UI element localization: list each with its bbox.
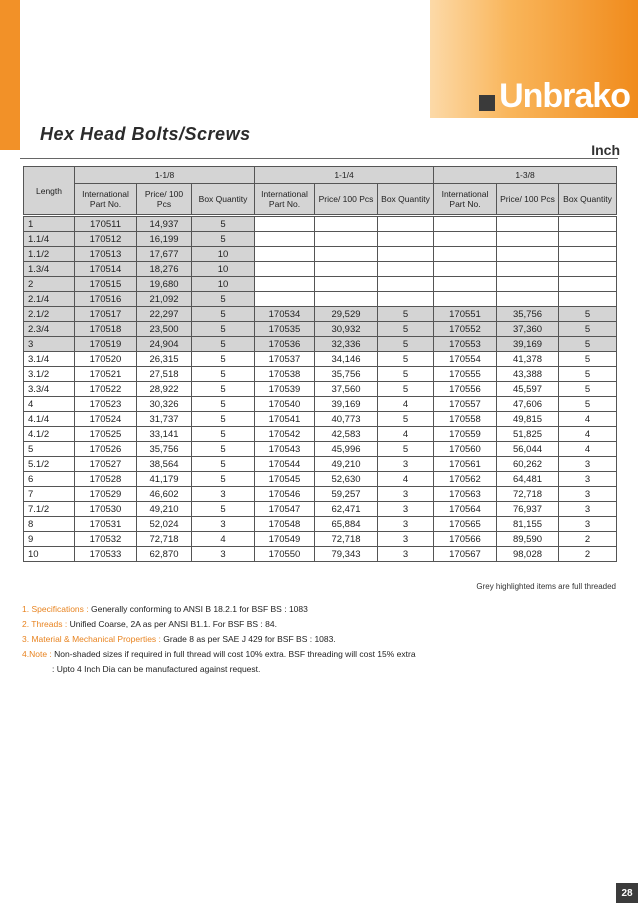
table-cell: 81,155 [496, 516, 559, 532]
table-cell: 5 [191, 366, 255, 382]
table-cell: 170557 [433, 396, 497, 412]
table-cell: 62,870 [136, 546, 192, 562]
table-cell: 98,028 [496, 546, 559, 562]
table-cell: 5 [191, 456, 255, 472]
table-cell: 170549 [254, 531, 315, 547]
table-cell: 72,718 [136, 531, 192, 547]
table-cell: 170555 [433, 366, 497, 382]
table-cell: 5 [558, 351, 617, 367]
page-title: Hex Head Bolts/Screws [40, 124, 251, 144]
length-cell: 7 [23, 486, 75, 502]
length-cell: 1.1/2 [23, 246, 75, 262]
table-cell: 28,922 [136, 381, 192, 397]
table-cell [496, 231, 559, 247]
table-cell: 170543 [254, 441, 315, 457]
table-cell: 5 [191, 381, 255, 397]
table-cell [254, 276, 315, 292]
table-cell: 21,092 [136, 291, 192, 307]
table-cell: 72,718 [496, 486, 559, 502]
table-cell: 170548 [254, 516, 315, 532]
table-cell: 10 [191, 261, 255, 277]
table-cell: 47,606 [496, 396, 559, 412]
note-text: : Upto 4 Inch Dia can be manufactured against request. [52, 664, 261, 674]
table-cell: 170559 [433, 426, 497, 442]
table-cell [558, 276, 617, 292]
note-line [22, 647, 416, 662]
length-cell: 6 [23, 471, 75, 487]
table-cell: 3 [558, 486, 617, 502]
table-cell: 17,677 [136, 246, 192, 262]
table-cell [377, 276, 434, 292]
table-cell: 39,169 [314, 396, 378, 412]
table-cell: 170558 [433, 411, 497, 427]
table-cell [254, 291, 315, 307]
length-cell: 4.1/4 [23, 411, 75, 427]
table-cell: 24,904 [136, 336, 192, 352]
table-cell: 2 [558, 546, 617, 562]
table-cell: 170531 [74, 516, 137, 532]
table-cell: 3 [377, 531, 434, 547]
table-cell: 3 [558, 501, 617, 517]
table-cell: 170561 [433, 456, 497, 472]
table-cell [254, 246, 315, 262]
table-cell: 14,937 [136, 216, 192, 232]
table-cell: 45,996 [314, 441, 378, 457]
table-cell: 4 [558, 441, 617, 457]
length-cell: 9 [23, 531, 75, 547]
table-cell: 5 [558, 306, 617, 322]
table-cell: 5 [191, 351, 255, 367]
table-cell: 170529 [74, 486, 137, 502]
length-cell: 3.1/4 [23, 351, 75, 367]
table-cell: 170552 [433, 321, 497, 337]
note-line [22, 662, 416, 677]
table-cell: 170534 [254, 306, 315, 322]
table-cell [377, 261, 434, 277]
column-header: Price/ 100 Pcs [136, 183, 192, 215]
header-white-area [0, 0, 430, 118]
table-cell: 4 [377, 471, 434, 487]
table-cell: 5 [191, 306, 255, 322]
title-rule [20, 158, 618, 159]
table-cell [496, 276, 559, 292]
table-cell [496, 216, 559, 232]
table-cell: 170520 [74, 351, 137, 367]
note-text: Grade 8 as per SAE J 429 for BSF BS : 1083. [160, 634, 336, 644]
table-cell: 3 [377, 456, 434, 472]
length-cell: 8 [23, 516, 75, 532]
unit-label: Inch [591, 142, 620, 158]
table-cell [254, 261, 315, 277]
table-cell [377, 246, 434, 262]
page-number: 28 [616, 883, 638, 903]
column-header: International Part No. [433, 183, 497, 215]
table-cell [377, 231, 434, 247]
table-cell: 170539 [254, 381, 315, 397]
accent-bar [0, 0, 20, 118]
table-cell: 170512 [74, 231, 137, 247]
note-text: Generally conforming to ANSI B 18.2.1 for BSF BS : 1083 [88, 604, 308, 614]
length-cell: 1 [23, 216, 75, 232]
table-cell [314, 261, 378, 277]
table-cell: 62,471 [314, 501, 378, 517]
table-cell: 170522 [74, 381, 137, 397]
table-cell [433, 261, 497, 277]
table-cell: 89,590 [496, 531, 559, 547]
length-cell: 5.1/2 [23, 456, 75, 472]
table-cell: 170525 [74, 426, 137, 442]
note-label: 1. Specifications : [22, 604, 89, 614]
table-cell: 5 [191, 426, 255, 442]
table-cell: 170516 [74, 291, 137, 307]
table-cell: 5 [377, 336, 434, 352]
table-cell: 170513 [74, 246, 137, 262]
table-cell: 30,932 [314, 321, 378, 337]
length-cell: 10 [23, 546, 75, 562]
group-header: 1-1/8 [74, 166, 255, 184]
logo-square-icon [479, 95, 495, 111]
table-cell: 3 [558, 456, 617, 472]
table-cell: 170517 [74, 306, 137, 322]
table-cell: 5 [191, 216, 255, 232]
table-cell: 31,737 [136, 411, 192, 427]
note-text: Unified Coarse, 2A as per ANSI B1.1. For BSF BS : 84. [67, 619, 277, 629]
table-cell: 37,360 [496, 321, 559, 337]
table-cell: 5 [191, 321, 255, 337]
table-cell: 5 [191, 231, 255, 247]
table-cell: 5 [377, 306, 434, 322]
table-cell: 5 [377, 381, 434, 397]
length-cell: 3.3/4 [23, 381, 75, 397]
table-cell: 170514 [74, 261, 137, 277]
table-cell [254, 216, 315, 232]
table-cell: 4 [191, 531, 255, 547]
length-cell: 3.1/2 [23, 366, 75, 382]
table-cell: 59,257 [314, 486, 378, 502]
table-cell [433, 276, 497, 292]
table-cell: 170541 [254, 411, 315, 427]
table-cell: 170521 [74, 366, 137, 382]
table-cell: 5 [377, 351, 434, 367]
table-cell: 170553 [433, 336, 497, 352]
table-cell: 35,756 [136, 441, 192, 457]
table-cell: 170566 [433, 531, 497, 547]
table-cell: 170565 [433, 516, 497, 532]
length-cell: 2.3/4 [23, 321, 75, 337]
table-cell [496, 291, 559, 307]
group-header: 1-1/4 [254, 166, 434, 184]
table-cell: 2 [558, 531, 617, 547]
table-cell: 3 [558, 471, 617, 487]
table-cell: 79,343 [314, 546, 378, 562]
table-cell: 3 [377, 486, 434, 502]
length-cell: 4 [23, 396, 75, 412]
table-cell: 170519 [74, 336, 137, 352]
column-header: International Part No. [254, 183, 315, 215]
table-cell: 170523 [74, 396, 137, 412]
table-cell: 56,044 [496, 441, 559, 457]
brand-name: Unbrako [499, 77, 630, 115]
table-cell: 5 [558, 366, 617, 382]
table-cell: 39,169 [496, 336, 559, 352]
table-cell: 170540 [254, 396, 315, 412]
length-cell: 1.3/4 [23, 261, 75, 277]
table-cell: 35,756 [314, 366, 378, 382]
table-cell: 170538 [254, 366, 315, 382]
table-cell: 65,884 [314, 516, 378, 532]
table-cell: 4 [558, 411, 617, 427]
table-cell: 170537 [254, 351, 315, 367]
table-cell: 45,597 [496, 381, 559, 397]
table-cell: 41,378 [496, 351, 559, 367]
length-cell: 2 [23, 276, 75, 292]
length-cell: 1.1/4 [23, 231, 75, 247]
table-cell [558, 261, 617, 277]
table-cell: 23,500 [136, 321, 192, 337]
group-header: 1-3/8 [433, 166, 617, 184]
table-cell: 27,518 [136, 366, 192, 382]
table-cell: 170544 [254, 456, 315, 472]
table-cell: 170511 [74, 216, 137, 232]
table-cell: 5 [191, 441, 255, 457]
table-cell: 3 [191, 486, 255, 502]
table-cell: 170564 [433, 501, 497, 517]
table-cell [377, 216, 434, 232]
table-cell: 170550 [254, 546, 315, 562]
table-cell: 43,388 [496, 366, 559, 382]
table-cell: 170515 [74, 276, 137, 292]
table-cell: 5 [558, 396, 617, 412]
table-cell: 4 [377, 396, 434, 412]
length-cell: 7.1/2 [23, 501, 75, 517]
table-cell: 10 [191, 246, 255, 262]
table-cell: 38,564 [136, 456, 192, 472]
table-cell: 52,630 [314, 471, 378, 487]
table-cell: 170528 [74, 471, 137, 487]
length-cell: 5 [23, 441, 75, 457]
table-cell: 5 [558, 336, 617, 352]
table-cell: 3 [191, 516, 255, 532]
table-cell: 72,718 [314, 531, 378, 547]
table-cell: 3 [191, 546, 255, 562]
accent-bar-lower [0, 118, 20, 150]
table-cell [254, 231, 315, 247]
table-cell: 170527 [74, 456, 137, 472]
table-cell: 5 [377, 411, 434, 427]
table-cell: 49,210 [136, 501, 192, 517]
table-cell: 4 [558, 426, 617, 442]
table-cell: 5 [191, 411, 255, 427]
table-cell: 18,276 [136, 261, 192, 277]
table-cell: 5 [377, 366, 434, 382]
table-cell: 170533 [74, 546, 137, 562]
table-cell [558, 291, 617, 307]
note-label: 4.Note : [22, 649, 52, 659]
note-label: 3. Material & Mechanical Properties : [22, 634, 161, 644]
table-cell: 60,262 [496, 456, 559, 472]
table-cell: 5 [191, 291, 255, 307]
table-cell: 46,602 [136, 486, 192, 502]
note-line [22, 632, 416, 647]
table-cell: 170551 [433, 306, 497, 322]
table-cell [433, 231, 497, 247]
column-header: Box Quantity [558, 183, 617, 215]
table-cell: 22,297 [136, 306, 192, 322]
length-cell: 4.1/2 [23, 426, 75, 442]
table-cell: 49,210 [314, 456, 378, 472]
table-cell: 19,680 [136, 276, 192, 292]
column-header: Box Quantity [191, 183, 255, 215]
table-cell: 170536 [254, 336, 315, 352]
table-cell [558, 231, 617, 247]
table-cell: 33,141 [136, 426, 192, 442]
table-cell: 170562 [433, 471, 497, 487]
table-cell: 5 [191, 396, 255, 412]
column-header: Box Quantity [377, 183, 434, 215]
grey-highlight-note: Grey highlighted items are full threaded [476, 582, 616, 591]
table-cell: 170526 [74, 441, 137, 457]
table-cell: 16,199 [136, 231, 192, 247]
table-cell: 41,179 [136, 471, 192, 487]
column-header: International Part No. [74, 183, 137, 215]
table-cell: 3 [377, 516, 434, 532]
table-cell: 52,024 [136, 516, 192, 532]
table-cell: 170554 [433, 351, 497, 367]
table-cell: 170524 [74, 411, 137, 427]
table-cell: 5 [377, 321, 434, 337]
length-cell: 2.1/2 [23, 306, 75, 322]
table-cell [314, 216, 378, 232]
table-cell: 37,560 [314, 381, 378, 397]
note-text: Non-shaded sizes if required in full thread will cost 10% extra. BSF threading will cost 15% extra [51, 649, 416, 659]
table-cell: 32,336 [314, 336, 378, 352]
table-cell: 5 [191, 471, 255, 487]
table-cell [558, 246, 617, 262]
table-cell [314, 291, 378, 307]
table-cell [377, 291, 434, 307]
table-cell: 5 [558, 381, 617, 397]
note-label: 2. Threads : [22, 619, 68, 629]
table-cell [433, 216, 497, 232]
table-cell [314, 246, 378, 262]
table-cell: 3 [377, 501, 434, 517]
table-cell: 3 [558, 516, 617, 532]
table-cell: 30,326 [136, 396, 192, 412]
table-cell: 170532 [74, 531, 137, 547]
table-cell: 64,481 [496, 471, 559, 487]
table-cell: 170556 [433, 381, 497, 397]
table-cell: 170535 [254, 321, 315, 337]
table-cell: 170542 [254, 426, 315, 442]
table-cell: 40,773 [314, 411, 378, 427]
length-header: Length [23, 166, 75, 215]
brand-logo [479, 76, 630, 116]
table-cell: 34,146 [314, 351, 378, 367]
table-cell [433, 291, 497, 307]
table-cell: 10 [191, 276, 255, 292]
table-cell: 49,815 [496, 411, 559, 427]
table-cell [433, 246, 497, 262]
table-cell: 76,937 [496, 501, 559, 517]
table-cell: 5 [191, 336, 255, 352]
table-cell: 170546 [254, 486, 315, 502]
table-cell: 170518 [74, 321, 137, 337]
length-cell: 2.1/4 [23, 291, 75, 307]
table-cell [496, 261, 559, 277]
table-cell [496, 246, 559, 262]
table-cell: 4 [377, 426, 434, 442]
table-cell: 5 [377, 441, 434, 457]
table-cell: 51,825 [496, 426, 559, 442]
table-cell: 29,529 [314, 306, 378, 322]
table-cell: 170563 [433, 486, 497, 502]
column-header: Price/ 100 Pcs [496, 183, 559, 215]
note-line [22, 602, 416, 617]
table-cell [558, 216, 617, 232]
table-cell: 170545 [254, 471, 315, 487]
table-cell: 5 [191, 501, 255, 517]
length-cell: 3 [23, 336, 75, 352]
table-cell: 170530 [74, 501, 137, 517]
table-cell [314, 276, 378, 292]
notes-section [22, 602, 416, 677]
note-line [22, 617, 416, 632]
table-cell: 35,756 [496, 306, 559, 322]
table-cell: 3 [377, 546, 434, 562]
table-cell [314, 231, 378, 247]
table-cell: 26,315 [136, 351, 192, 367]
column-header: Price/ 100 Pcs [314, 183, 378, 215]
table-cell: 5 [558, 321, 617, 337]
table-cell: 170567 [433, 546, 497, 562]
table-cell: 42,583 [314, 426, 378, 442]
table-cell: 170547 [254, 501, 315, 517]
table-cell: 170560 [433, 441, 497, 457]
